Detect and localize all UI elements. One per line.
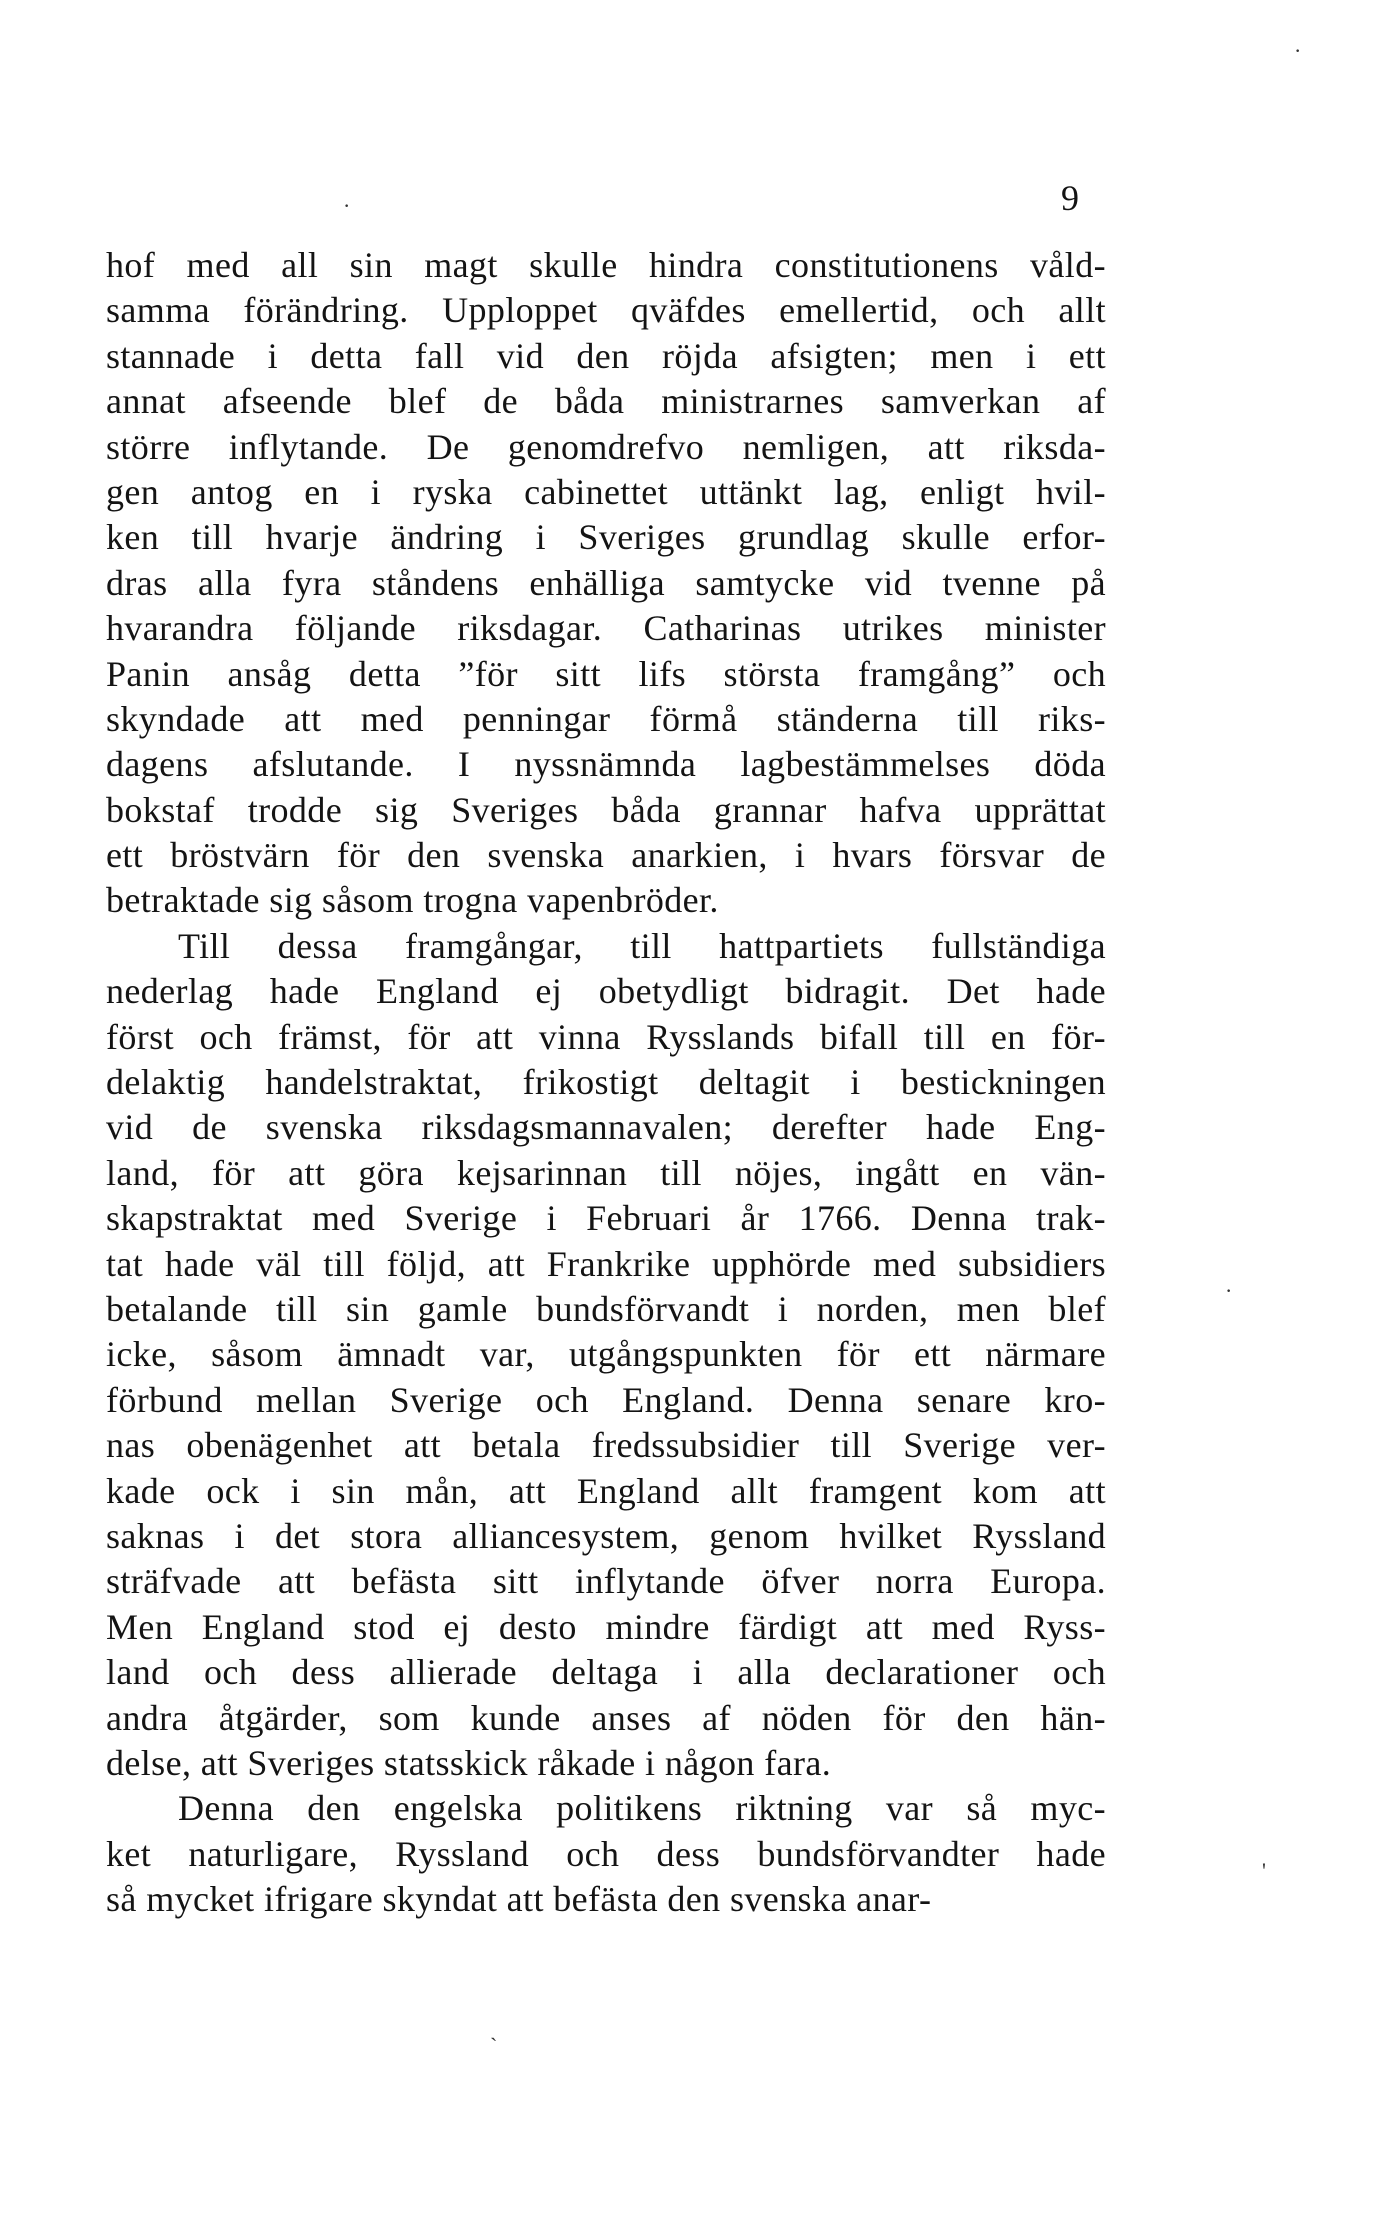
text-line: hof med all sin magt skulle hindra constitutionens våld-	[106, 245, 1106, 285]
text-line: gen antog en i ryska cabinettet uttänkt lag, enligt hvil-	[106, 471, 1106, 512]
text-line: Till dessa framgångar, till hattpartiets fullständiga	[178, 925, 1106, 966]
print-speck: '	[1262, 1858, 1266, 1883]
text-line: annat afseende blef de båda ministrarnes samverkan af	[106, 381, 1106, 422]
text-line: delse, att Sveriges statsskick råkade i någon fara.	[106, 1742, 832, 1783]
text-line: ket naturligare, Ryssland och dess bundsförvandter hade	[106, 1833, 1106, 1874]
text-line: så mycket ifrigare skyndat att befästa den svenska anar-	[106, 1879, 932, 1920]
text-line: samma förändring. Upploppet qväfdes emellertid, och allt	[106, 290, 1106, 331]
text-line: stannade i detta fall vid den röjda afsigten; men i ett	[106, 335, 1106, 376]
text-line: ett bröstvärn för den svenska anarkien, i hvars försvar de	[106, 835, 1106, 876]
text-line: sträfvade att befästa sitt inflytande öfver norra Europa.	[106, 1561, 1106, 1602]
text-line: delaktig handelstraktat, frikostigt deltagit i bestickningen	[106, 1062, 1106, 1103]
text-line: förbund mellan Sverige och England. Denna senare kro-	[106, 1379, 1106, 1420]
text-line: saknas i det stora alliancesystem, genom hvilket Ryssland	[106, 1515, 1106, 1556]
text-line: först och främst, för att vinna Rysslands bifall till en för-	[106, 1016, 1106, 1057]
text-line: hvarandra följande riksdagar. Catharinas utrikes minister	[106, 608, 1106, 649]
body-text	[106, 243, 1106, 1922]
text-line: icke, såsom ämnadt var, utgångspunkten för ett närmare	[106, 1334, 1106, 1375]
text-line: nas obenägenhet att betala fredssubsidier till Sverige ver-	[106, 1425, 1106, 1466]
text-line: dras alla fyra ståndens enhälliga samtycke vid tvenne på	[106, 562, 1106, 603]
text-line: Denna den engelska politikens riktning var så myc-	[178, 1788, 1106, 1829]
text-line: skapstraktat med Sverige i Februari år 1766. Denna trak-	[106, 1198, 1106, 1239]
text-line: kade ock i sin mån, att England allt framgent kom att	[106, 1470, 1106, 1511]
paragraph	[106, 243, 1106, 924]
text-line: Panin ansåg detta ”för sitt lifs största framgång” och	[106, 653, 1106, 694]
text-line: vid de svenska riksdagsmannavalen; derefter hade Eng-	[106, 1107, 1106, 1148]
text-line: land och dess allierade deltaga i alla declarationer och	[106, 1652, 1106, 1693]
print-speck: ·	[343, 193, 351, 218]
text-line: större inflytande. De genomdrefvo nemligen, att riksda-	[106, 426, 1106, 467]
print-speck: ·	[1225, 1278, 1233, 1303]
print-speck: ·	[1294, 38, 1302, 63]
text-line: andra åtgärder, som kunde anses af nöden för den hän-	[106, 1697, 1106, 1738]
text-line: betalande till sin gamle bundsförvandt i norden, men blef	[106, 1288, 1106, 1329]
print-speck: ˋ	[490, 2033, 498, 2058]
text-line: Men England stod ej desto mindre färdigt att med Ryss-	[106, 1606, 1106, 1647]
text-line: bokstaf trodde sig Sveriges båda grannar hafva upprättat	[106, 789, 1106, 830]
text-line: land, för att göra kejsarinnan till nöjes, ingått en vän-	[106, 1152, 1106, 1193]
text-line: tat hade väl till följd, att Frankrike upphörde med subsidiers	[106, 1243, 1106, 1284]
paragraph	[106, 1786, 1106, 1922]
text-line: skyndade att med penningar förmå ständerna till riks-	[106, 698, 1106, 739]
paragraph	[106, 924, 1106, 1786]
page-number: 9	[1061, 178, 1079, 218]
text-line: betraktade sig såsom trogna vapenbröder.	[106, 880, 719, 921]
text-line: ken till hvarje ändring i Sveriges grundlag skulle erfor-	[106, 517, 1106, 558]
text-line: nederlag hade England ej obetydligt bidragit. Det hade	[106, 971, 1106, 1012]
text-line: dagens afslutande. I nyssnämnda lagbestämmelses döda	[106, 744, 1106, 785]
